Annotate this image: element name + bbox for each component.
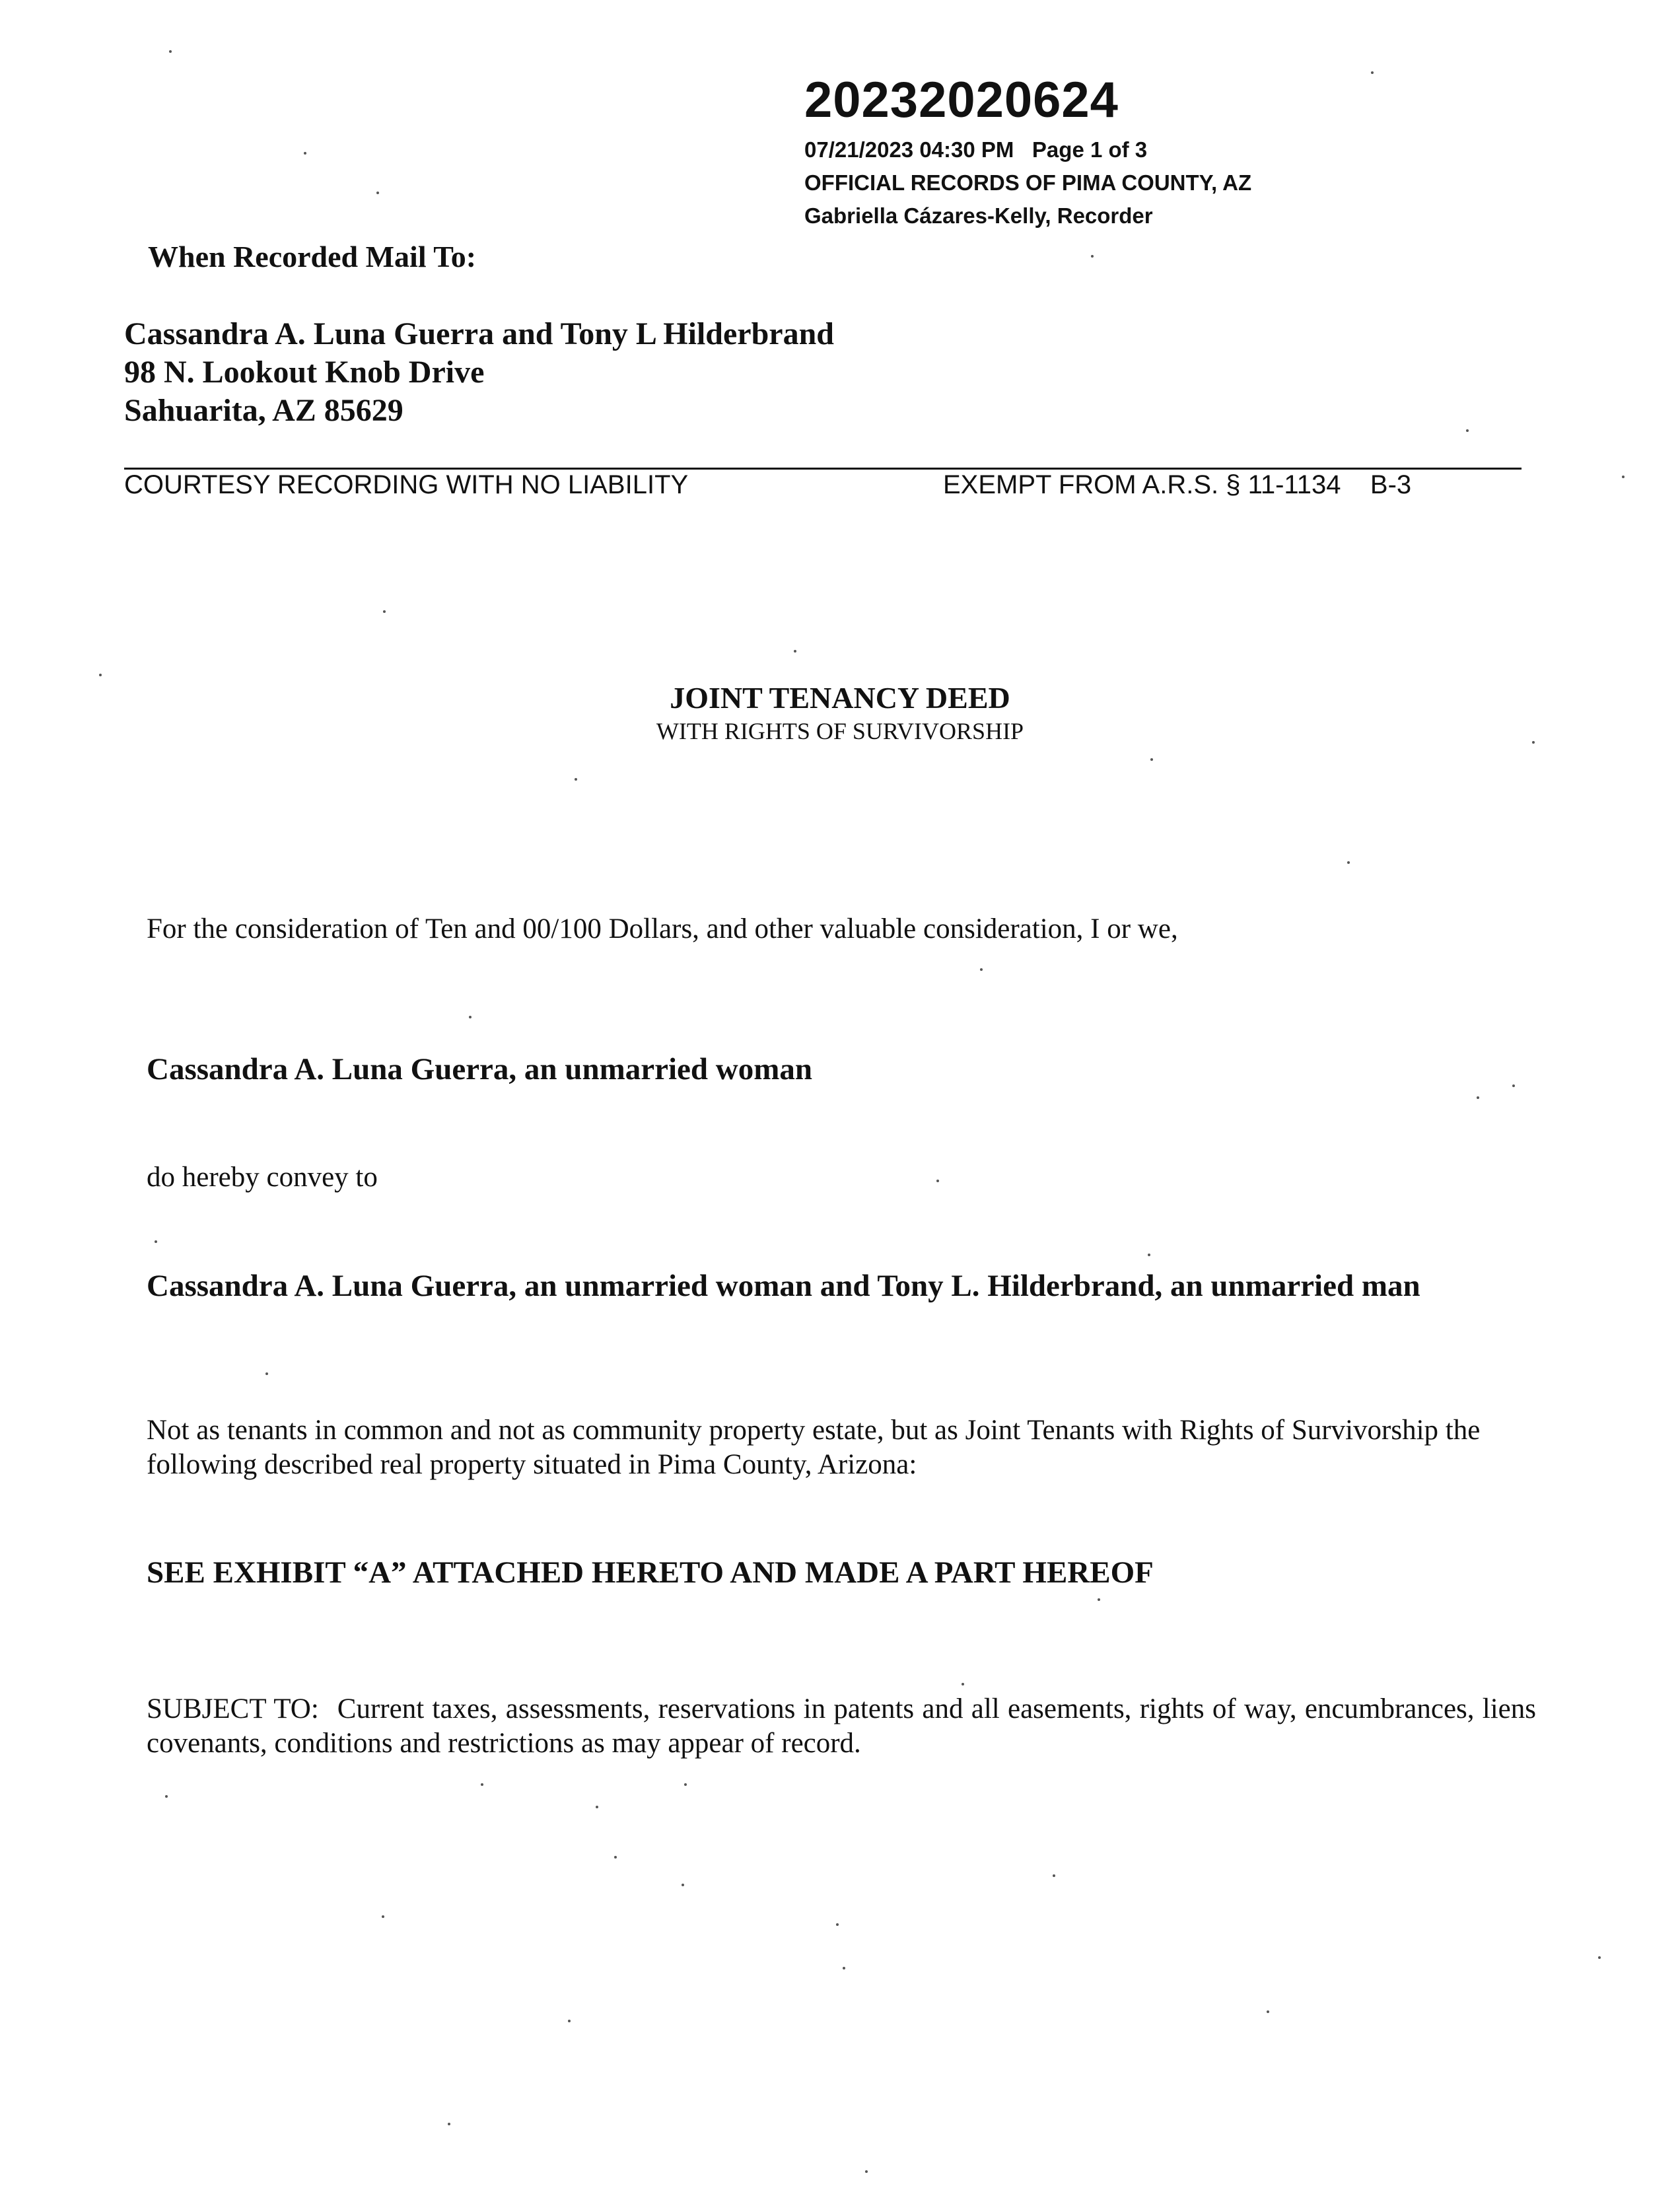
scan-speck [614,1856,617,1859]
scan-speck [1053,1874,1055,1877]
scan-speck [1512,1084,1515,1087]
scan-speck [836,1923,839,1926]
deed-title: JOINT TENANCY DEED [670,681,1010,715]
grantor-name: Cassandra A. Luna Guerra, an unmarried woman [147,1052,812,1086]
subject-to-text: Current taxes, assessments, reservations in patents and all easements, rights of way, encumbrances, liens covenants, conditions and restrictions as may appear of record. [147,1693,1537,1759]
scan-speck [165,1795,168,1798]
scan-speck [1532,741,1535,744]
header-divider [124,468,1522,470]
recording-page: Page 1 of 3 [1032,137,1148,162]
courtesy-recording-notice: COURTESY RECORDING WITH NO LIABILITY [124,470,689,499]
exhibit-reference: SEE EXHIBIT “A” ATTACHED HERETO AND MADE A PART HEREOF [147,1555,1154,1590]
recording-number: 20232020624 [804,72,1119,128]
recording-datetime: 07/21/2023 04:30 PM [804,137,1014,162]
scan-speck [1622,476,1625,478]
scan-speck [304,152,306,155]
mail-to-name: Cassandra A. Luna Guerra and Tony L Hilderbrand [124,316,834,351]
scan-speck [865,2170,868,2173]
scan-speck [794,650,796,653]
scan-speck [1267,2010,1269,2013]
scan-speck [1148,1254,1150,1256]
scan-speck [1150,758,1153,761]
exemption-notice [943,470,1411,500]
exemption-statute: EXEMPT FROM A.R.S. § 11-1134 [943,470,1341,499]
scan-speck [1091,255,1094,258]
mail-to-label: When Recorded Mail To: [148,240,477,273]
scan-speck [155,1240,157,1243]
scan-speck [99,674,102,676]
scan-speck [682,1884,684,1886]
recording-office: OFFICIAL RECORDS OF PIMA COUNTY, AZ [804,170,1252,195]
scan-speck [1477,1096,1479,1099]
deed-subtitle: WITH RIGHTS OF SURVIVORSHIP [656,718,1024,744]
scan-speck [382,1915,384,1918]
scan-speck [980,968,983,971]
scan-speck [469,1016,472,1018]
scan-speck [1098,1598,1100,1601]
scan-speck [568,2020,571,2022]
mail-to-city: Sahuarita, AZ 85629 [124,393,403,428]
convey-clause: do hereby convey to [147,1162,378,1193]
scan-speck [448,2123,450,2125]
scan-speck [169,50,172,53]
scan-speck [1371,71,1374,74]
recording-datetime-line [804,137,1147,162]
scan-speck [1347,861,1350,864]
scan-speck [265,1372,268,1375]
mail-to-street: 98 N. Lookout Knob Drive [124,355,485,390]
scan-speck [596,1806,598,1808]
exemption-code: B-3 [1370,470,1412,499]
recording-recorder: Gabriella Cázares-Kelly, Recorder [804,203,1153,228]
scan-speck [684,1783,687,1786]
scan-speck [575,778,577,781]
subject-to-label: SUBJECT TO: [147,1693,319,1724]
consideration-clause: For the consideration of Ten and 00/100 Dollars, and other valuable consideration, I or we, [147,913,1178,944]
scan-speck [376,192,379,194]
scan-speck [936,1180,939,1182]
subject-to-clause [147,1692,1536,1761]
grantee-names: Cassandra A. Luna Guerra, an unmarried woman and Tony L. Hilderbrand, an unmarried man [147,1269,1420,1303]
scan-speck [383,610,386,613]
scan-speck [1466,429,1469,432]
scan-speck [1598,1956,1601,1959]
scan-speck [843,1967,845,1969]
tenancy-clause: Not as tenants in common and not as community property estate, but as Joint Tenants with Rights of Survivorship the following described real property situated in Pima County, Arizona: [147,1415,1481,1480]
scan-speck [962,1683,964,1685]
scan-speck [481,1783,483,1786]
